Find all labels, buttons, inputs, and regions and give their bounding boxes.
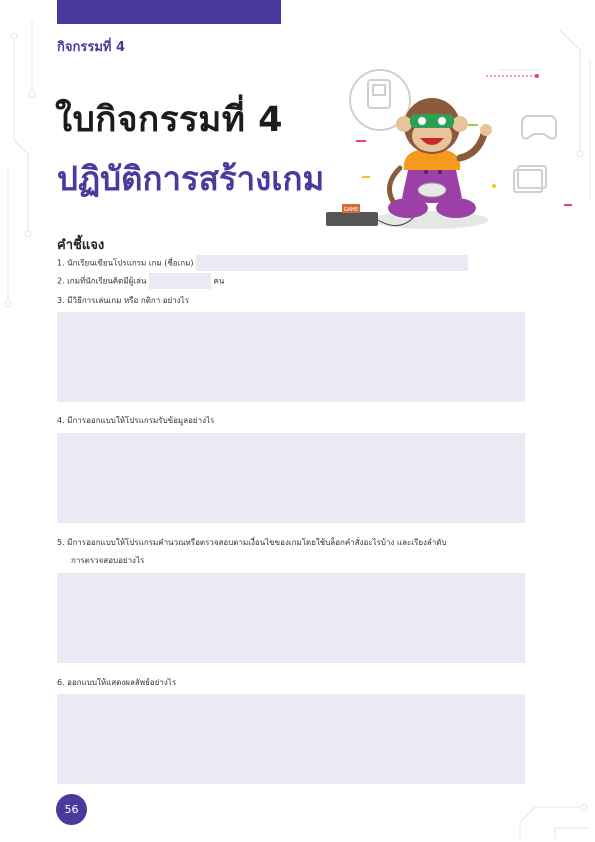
- instruction-item-5: 5. มีการออกแบบให้โปรแกรมคำนวณหรือตรวจสอบตามเงื่อนไขของเกมโดยใช้บล็อกคำสั่งอะไรบ้าง และเรียงลำดับ: [57, 538, 447, 547]
- page-number: 56: [56, 794, 87, 825]
- player-count-field[interactable]: [149, 273, 211, 289]
- monkey-gamer-illustration: [318, 58, 593, 238]
- instruction-item-2-text: 2. เกมที่นักเรียนคิดมีผู้เล่น: [57, 276, 147, 286]
- top-accent-bar: [57, 0, 281, 24]
- page-title: ใบกิจกรรมที่ 4: [55, 100, 283, 140]
- game-name-field[interactable]: [196, 255, 468, 271]
- answer-box-5[interactable]: [57, 573, 525, 663]
- section-label: กิจกรรมที่ 4: [57, 40, 126, 55]
- console-label: GAME: [343, 207, 359, 213]
- instructions-heading: คำชี้แจง: [57, 238, 105, 253]
- instruction-item-1: [57, 255, 468, 271]
- answer-box-3[interactable]: [57, 312, 525, 402]
- instruction-item-1-text: 1. นักเรียนเขียนโปรแกรม เกม (ชื่อเกม): [57, 258, 194, 268]
- answer-box-6[interactable]: [57, 694, 525, 784]
- instruction-item-2-suffix: คน: [213, 276, 225, 286]
- instruction-item-2: [57, 273, 224, 289]
- instruction-item-6: 6. ออกแบบให้แสดงผลลัพธ์อย่างไร: [57, 678, 177, 687]
- page-subtitle: ปฏิบัติการสร้างเกม: [57, 159, 325, 198]
- instruction-item-5-continued: การตรวจสอบอย่างไร: [71, 556, 145, 565]
- answer-box-4[interactable]: [57, 433, 525, 523]
- instruction-item-3: 3. มีวิธีการเล่นเกม หรือ กติกา อย่างไร: [57, 296, 190, 305]
- instruction-item-4: 4. มีการออกแบบให้โปรแกรมรับข้อมูลอย่างไร: [57, 416, 215, 425]
